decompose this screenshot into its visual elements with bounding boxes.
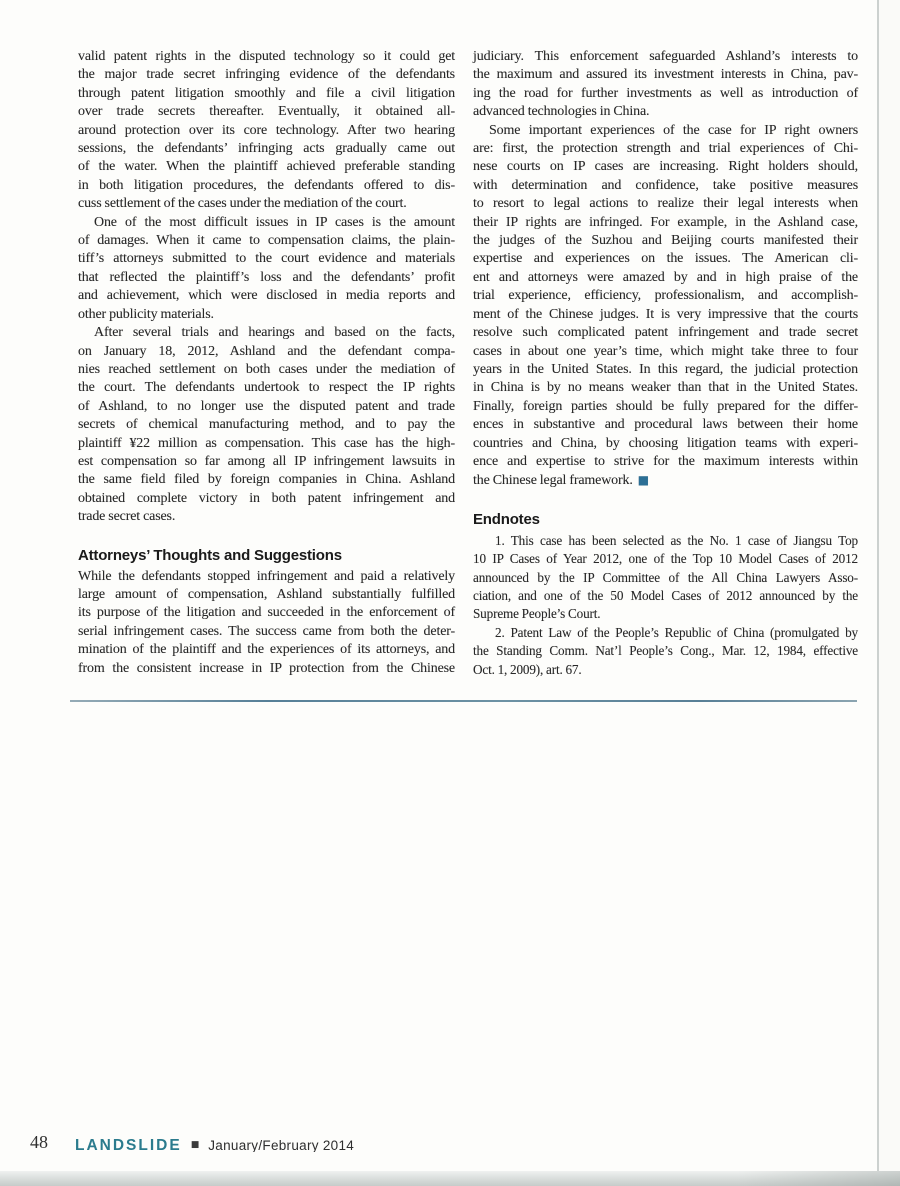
text-line: expertise and experiences on the issues. The American cli- [473, 251, 858, 267]
text-line: nese courts on IP cases are increasing. Right holders should, [473, 159, 858, 175]
text-line: judiciary. This enforcement safeguarded Ashland’s interests to [473, 49, 858, 64]
text-line: Some important experiences of the case for IP right owners [489, 122, 858, 138]
scan-outer-margin [879, 0, 900, 1174]
text-line: est compensation so far among all IP infringement lawsuits in [78, 453, 455, 469]
text-line: and achievement, which were disclosed in media reports and [78, 288, 455, 304]
text-line: are: first, the protection strength and trial experiences of Chi- [473, 141, 858, 157]
paragraph [78, 568, 455, 678]
text-line: years in the United States. In this regard, the judicial protection [473, 361, 858, 377]
text-line: the major trade secret infringing evidence of the defendants [78, 67, 455, 83]
text-line: advanced technologies in China. [473, 104, 650, 120]
page-footer [30, 1132, 354, 1152]
text-line: the Chinese legal framework. ■ [473, 473, 650, 489]
text-line: cuss settlement of the cases under the mediation of the court. [78, 196, 407, 212]
text-line: sessions, the defendants’ infringing acts gradually came out [78, 141, 455, 157]
text-line: cases in about one year’s time, which might take three to four [473, 343, 858, 359]
paragraph [473, 122, 858, 491]
text-line: valid patent rights in the disputed technology so it could get [78, 49, 455, 64]
text-line: of the water. When the plaintiff achieved preferable standing [78, 159, 455, 175]
text-line: the court. The defendants undertook to respect the IP rights [78, 380, 455, 396]
text-line: ence and expertise to strive for the maximum interests within [473, 453, 858, 469]
text-line: plaintiff ¥22 million as compensation. This case has the high- [78, 435, 455, 451]
paragraph [473, 48, 858, 122]
magazine-logo: LANDSLIDE [75, 1137, 182, 1152]
text-line: in both litigation procedures, the defendants offered to dis- [78, 177, 455, 193]
text-line: through patent litigation smoothly and file a civil litigation [78, 85, 455, 101]
text-line: announced by the IP Committee of the All China Lawyers Asso- [473, 569, 858, 585]
endnote [473, 624, 858, 679]
text-line: tiff’s attorneys submitted to the court evidence and materials [78, 251, 455, 267]
text-line: 10 IP Cases of Year 2012, one of the Top 10 Model Cases of 2012 [473, 551, 858, 567]
text-line: ent and attorneys were amazed by and in high praise of the [473, 269, 858, 285]
footer-masthead [75, 1136, 354, 1152]
paragraph [78, 48, 455, 214]
square-separator-icon: ■ [190, 1140, 200, 1150]
text-line: 1. This case has been selected as the No. 1 case of Jiangsu Top [495, 532, 858, 548]
text-line: from the consistent increase in IP protection from the Chinese [78, 660, 455, 676]
text-line: mination of the plaintiff and the experiences of its attorneys, and [78, 642, 455, 658]
text-line: obtained complete victory in both patent infringement and [78, 490, 455, 506]
text-line: of Ashland, to no longer use the disputed patent and trade [78, 398, 455, 414]
section-heading: Endnotes [473, 510, 540, 528]
text-line: of damages. When it came to compensation claims, the plain- [78, 233, 455, 249]
right-column [473, 48, 858, 679]
paragraph [78, 214, 455, 324]
text-line: serial infringement cases. The success came from both the deter- [78, 623, 455, 639]
text-line: One of the most difficult issues in IP cases is the amount [94, 214, 455, 230]
left-column [78, 48, 455, 678]
issue-date: January/February 2014 [208, 1138, 355, 1152]
text-line: Finally, foreign parties should be fully prepared for the differ- [473, 398, 858, 414]
text-line: secrets of chemical manufacturing method, and to pay the [78, 417, 455, 433]
text-line: Supreme People’s Court. [473, 606, 601, 622]
text-line: the maximum and assured its investment interests in China, pav- [473, 67, 858, 83]
right-scan-edge [877, 0, 879, 1174]
divider-rule [70, 700, 857, 702]
text-line: Oct. 1, 2009), art. 67. [473, 661, 582, 677]
text-line: ciation, and one of the 50 Model Cases of 2012 announced by the [473, 587, 858, 603]
text-line: its purpose of the litigation and succeeded in the enforcement of [78, 605, 455, 621]
text-line: large amount of compensation, Ashland substantially fulfilled [78, 586, 455, 602]
text-line: with determination and confidence, take positive measures [473, 177, 858, 193]
bottom-scan-edge [0, 1171, 900, 1186]
text-line: in China is by no means weaker than that in the United States. [473, 380, 858, 396]
text-line: their IP rights are infringed. For example, in the Ashland case, [473, 214, 858, 230]
text-line: other publicity materials. [78, 306, 214, 322]
text-line: trial experience, efficiency, professionalism, and accomplish- [473, 288, 858, 304]
section-heading: Attorneys’ Thoughts and Suggestions [78, 546, 342, 564]
text-line: over trade secrets thereafter. Eventually, it obtained all- [78, 104, 455, 120]
end-of-article-marker: ■ [637, 473, 650, 488]
text-line: countries and China, by choosing litigation teams with experi- [473, 435, 858, 451]
text-line: around protection over its core technology. After two hearing [78, 122, 455, 138]
text-line: on January 18, 2012, Ashland and the defendant compa- [78, 343, 455, 359]
text-line: resolve such complicated patent infringement and trade secret [473, 325, 858, 341]
text-line: nies reached settlement on both cases under the mediation of [78, 361, 455, 377]
text-line: After several trials and hearings and based on the facts, [94, 325, 455, 341]
endnote [473, 532, 858, 624]
text-line: 2. Patent Law of the People’s Republic of China (promulgated by [495, 624, 858, 640]
text-line: that reflected the plaintiff’s loss and the defendants’ profit [78, 269, 455, 285]
text-line: the judges of the Suzhou and Beijing courts manifested their [473, 233, 858, 249]
text-line: the Standing Comm. Nat’l People’s Cong., Mar. 12, 1984, effective [473, 643, 858, 659]
text-line: to resort to legal actions to realize their legal interests when [473, 196, 858, 212]
paragraph [78, 324, 455, 526]
page-number: 48 [30, 1132, 48, 1152]
text-line: ment of the Chinese judges. It is very impressive that the courts [473, 306, 858, 322]
text-line: the same field filed by foreign companies in China. Ashland [78, 472, 455, 488]
text-line: ences in substantive and procedural laws between their home [473, 417, 858, 433]
text-line: While the defendants stopped infringement and paid a relatively [78, 568, 455, 584]
text-line: ing the road for further investments as well as introduction of [473, 85, 858, 101]
text-line: trade secret cases. [78, 509, 176, 525]
